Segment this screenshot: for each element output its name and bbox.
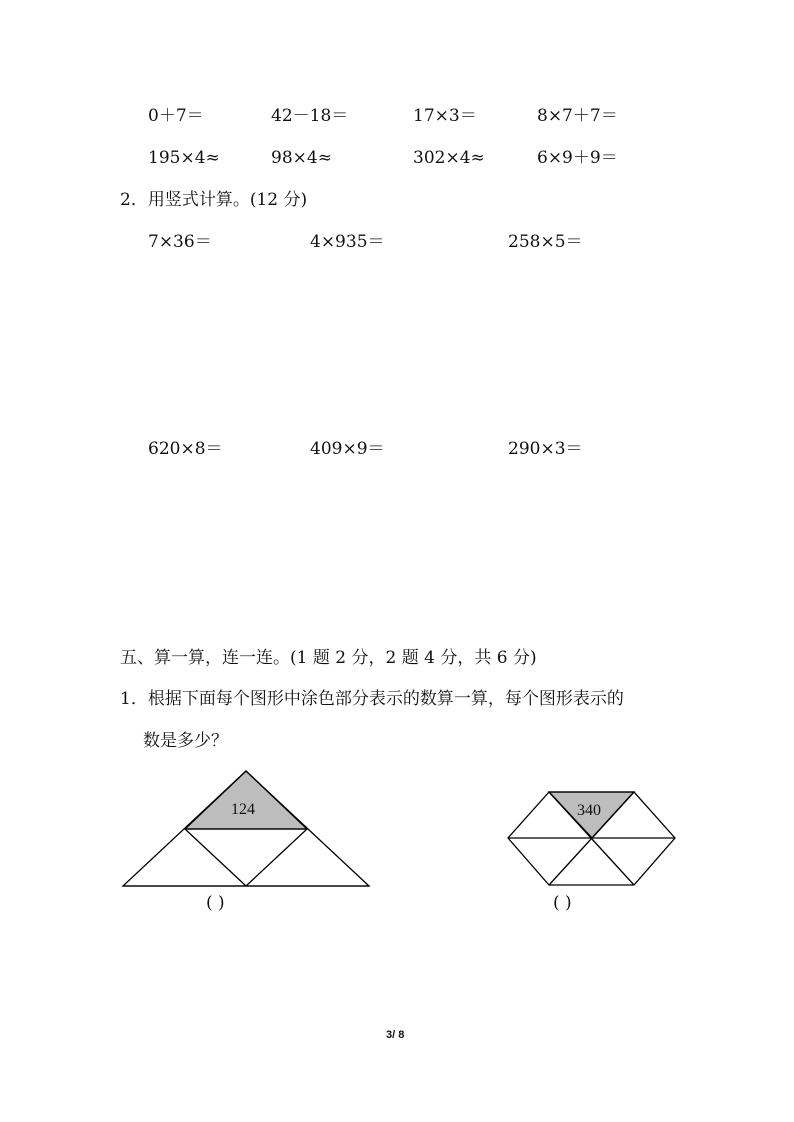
vertical-calc-item: 290×3＝: [508, 439, 583, 459]
vertical-calc-item: 7×36＝: [148, 232, 212, 252]
question-2-title: 2．用竖式计算。(12 分): [120, 190, 308, 210]
calc-item: 195×4≈: [148, 148, 220, 168]
calc-item: 6×9＋9＝: [537, 148, 618, 168]
calc-item: 42－18＝: [271, 106, 349, 126]
vertical-calc-item: 4×935＝: [310, 232, 385, 252]
vertical-calc-item: 620×8＝: [148, 439, 223, 459]
calc-item: 98×4≈: [271, 148, 332, 168]
answer-blank-2[interactable]: ( ): [553, 893, 572, 913]
question-1-text-cont: 数是多少？: [143, 731, 228, 751]
calc-item: 0＋7＝: [148, 106, 204, 126]
page-number: 3/ 8: [386, 1029, 405, 1041]
answer-blank-1[interactable]: ( ): [206, 893, 225, 913]
vertical-calc-item: 258×5＝: [508, 232, 583, 252]
shaded-triangle: [185, 771, 307, 829]
vertical-calc-item: 409×9＝: [310, 439, 385, 459]
hexagon-value-label: 340: [577, 802, 601, 819]
question-1-text: 1．根据下面每个图形中涂色部分表示的数算一算，每个图形表示的: [120, 689, 624, 709]
calc-item: 8×7＋7＝: [537, 106, 618, 126]
calc-item: 17×3＝: [413, 106, 477, 126]
section-5-title: 五、算一算，连一连。(1 题 2 分，2 题 4 分，共 6 分): [120, 648, 537, 668]
calc-item: 302×4≈: [413, 148, 485, 168]
triangle-value-label: 124: [231, 801, 255, 818]
triangle-figure: [123, 771, 369, 886]
